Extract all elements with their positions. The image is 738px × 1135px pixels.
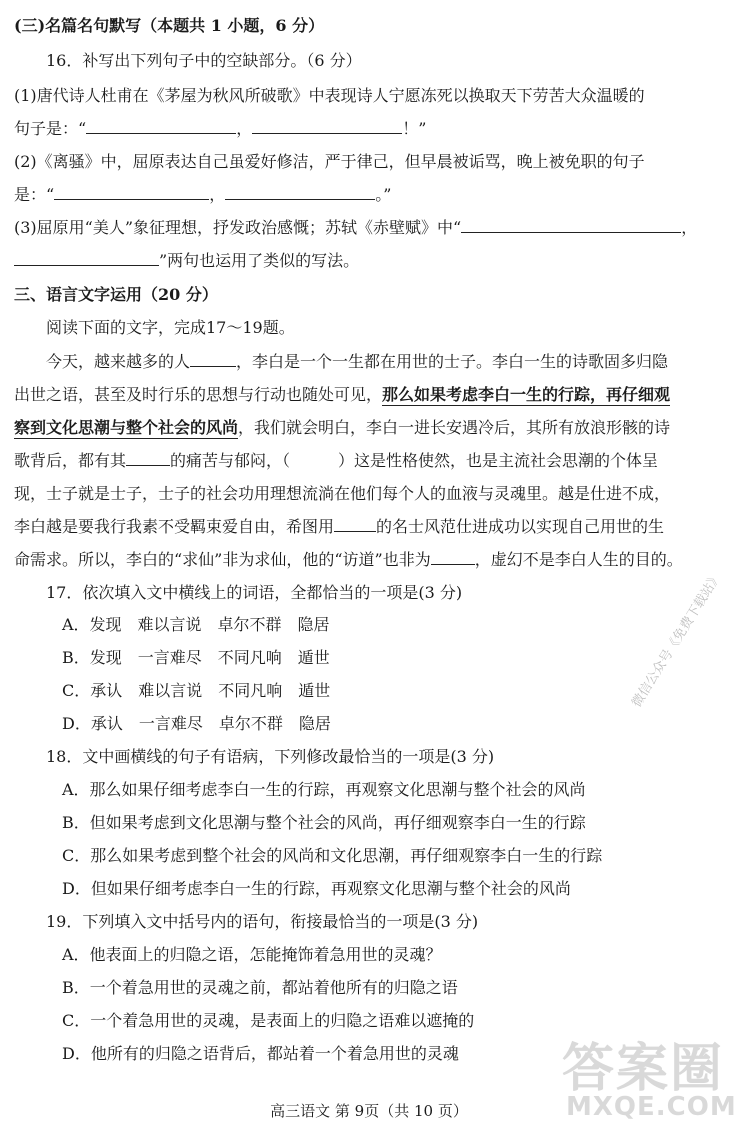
q18-option-b[interactable]: B．但如果考虑到文化思潮与整个社会的风尚，再仔细观察李白一生的行踪	[62, 813, 586, 832]
q17-option-b[interactable]: B．发现 一言难尽 不同凡响 遁世	[62, 648, 330, 667]
q16-part1-comma: ，	[236, 119, 253, 138]
passage-line	[14, 515, 664, 539]
passage-text: 的痛苦与郁闷，（	[170, 451, 291, 470]
q18-option-d[interactable]: D．但如果仔细考虑李白一生的行踪，再观察文化思潮与整个社会的风尚	[62, 879, 571, 898]
passage-line: 现，士子就是士子，士子的社会功用理想流淌在他们每个人的血液与灵魂里。越是仕进不成，	[14, 484, 671, 503]
q16-part1-prefix: 句子是：“	[14, 119, 87, 138]
section-title: (三)名篇名句默写（本题共 1 小题，6 分）	[14, 16, 325, 35]
passage-line	[46, 350, 668, 374]
q16-part3-comma: ，	[681, 218, 698, 237]
q16-part3-line1	[14, 216, 697, 240]
passage-text: 命需求。所以，李白的“求仙”非为求仙，他的“访道”也非为	[14, 550, 431, 569]
passage-text: 歌背后，都有其	[14, 451, 127, 470]
q19-option-b[interactable]: B．一个着急用世的灵魂之前，都站着他所有的归隐之语	[62, 978, 458, 997]
logo-text: 答案圈	[562, 1039, 725, 1099]
passage-text: 的名士风范仕进成功以实现自己用世的生	[376, 517, 665, 536]
fill-blank[interactable]	[86, 117, 236, 134]
underlined-sentence: 察到文化思潮与整个社会的风尚	[14, 418, 239, 437]
passage-text: ）这是性格使然，也是主流社会思潮的个体呈	[338, 451, 659, 470]
passage-text: 出世之语，甚至及时行乐的思想与行动也随处可见，	[14, 385, 383, 404]
passage-text: ，我们就会明白，李白一进长安遇冷后，其所有放浪形骸的诗	[238, 418, 671, 437]
fill-blank[interactable]	[225, 183, 375, 200]
question-19-stem: 19．下列填入文中括号内的语句，衔接最恰当的一项是(3 分)	[46, 912, 479, 931]
q18-option-c[interactable]: C．那么如果考虑到整个社会的风尚和文化思潮，再仔细观察李白一生的行踪	[62, 846, 603, 865]
passage-line	[14, 449, 658, 473]
q16-part2-prefix: 是：“	[14, 185, 55, 204]
q17-option-a[interactable]: A．发现 难以言说 卓尔不群 隐居	[62, 615, 330, 634]
fill-blank[interactable]	[14, 249, 159, 266]
passage-text: 今天，越来越多的人	[46, 352, 191, 371]
fill-blank[interactable]	[190, 350, 236, 367]
q18-option-a[interactable]: A．那么如果仔细考虑李白一生的行踪，再观察文化思潮与整个社会的风尚	[62, 780, 586, 799]
q16-part3-line2	[14, 249, 359, 273]
passage-text: ，虚幻不是李白人生的目的。	[474, 550, 683, 569]
underlined-sentence: 那么如果考虑李白一生的行踪，再仔细观	[382, 385, 671, 404]
logo-url: MXQE.COM	[566, 1092, 737, 1122]
fill-blank[interactable]	[126, 449, 170, 466]
q16-part2-suffix: 。”	[375, 185, 392, 204]
fill-blank[interactable]	[54, 183, 209, 200]
q19-option-a[interactable]: A．他表面上的归隐之语，怎能掩饰着急用世的灵魂？	[62, 945, 442, 964]
passage-line	[14, 416, 670, 440]
q19-option-d[interactable]: D．他所有的归隐之语背后，都站着一个着急用世的灵魂	[62, 1044, 459, 1063]
question-18-stem: 18．文中画横线的句子有语病，下列修改最恰当的一项是(3 分)	[46, 747, 495, 766]
passage-text: ，李白是一个一生都在用世的士子。李白一生的诗歌固多归隐	[236, 352, 669, 371]
q17-option-d[interactable]: D．承认 一言难尽 卓尔不群 隐居	[62, 714, 331, 733]
q16-part2-line1: (2)《离骚》中，屈原表达自己虽爱好修洁，严于律己，但早晨被诟骂，晚上被免职的句子	[14, 152, 645, 171]
q16-part1-line1: (1)唐代诗人杜甫在《茅屋为秋风所破歌》中表现诗人宁愿冻死以换取天下劳苦大众温暖的	[14, 86, 645, 105]
watermark: 微信公众号《免费下载站》	[629, 569, 725, 711]
fill-blank[interactable]	[252, 117, 402, 134]
q16-part3-suffix: ”两句也运用了类似的写法。	[159, 251, 360, 270]
passage-intro: 阅读下面的文字，完成17～19题。	[46, 318, 295, 337]
page-footer: 高三语文 第 9页（共 10 页）	[270, 1102, 468, 1120]
section-heading: 三、语言文字运用（20 分）	[14, 285, 218, 304]
fill-blank[interactable]	[461, 216, 681, 233]
passage-line	[14, 383, 670, 407]
q16-part2-line2	[14, 183, 391, 207]
q16-part1-suffix: ！”	[402, 119, 427, 138]
fill-blank[interactable]	[431, 548, 475, 565]
q16-part1-line2	[14, 117, 426, 141]
passage-text: 李白越是要我行我素不受羁束爱自由，希图用	[14, 517, 335, 536]
q19-option-c[interactable]: C．一个着急用世的灵魂，是表面上的归隐之语难以遮掩的	[62, 1011, 475, 1030]
question-16-stem: 16．补写出下列句子中的空缺部分。（6 分）	[46, 51, 362, 70]
fill-blank[interactable]	[334, 515, 376, 532]
passage-line	[14, 548, 683, 572]
question-17-stem: 17．依次填入文中横线上的词语，全都恰当的一项是(3 分)	[46, 583, 463, 602]
q16-part2-comma: ，	[209, 185, 226, 204]
q16-part3-prefix: (3)屈原用“美人”象征理想，抒发政治感慨；苏轼《赤壁赋》中“	[14, 218, 462, 237]
q17-option-c[interactable]: C．承认 难以言说 不同凡响 遁世	[62, 681, 331, 700]
